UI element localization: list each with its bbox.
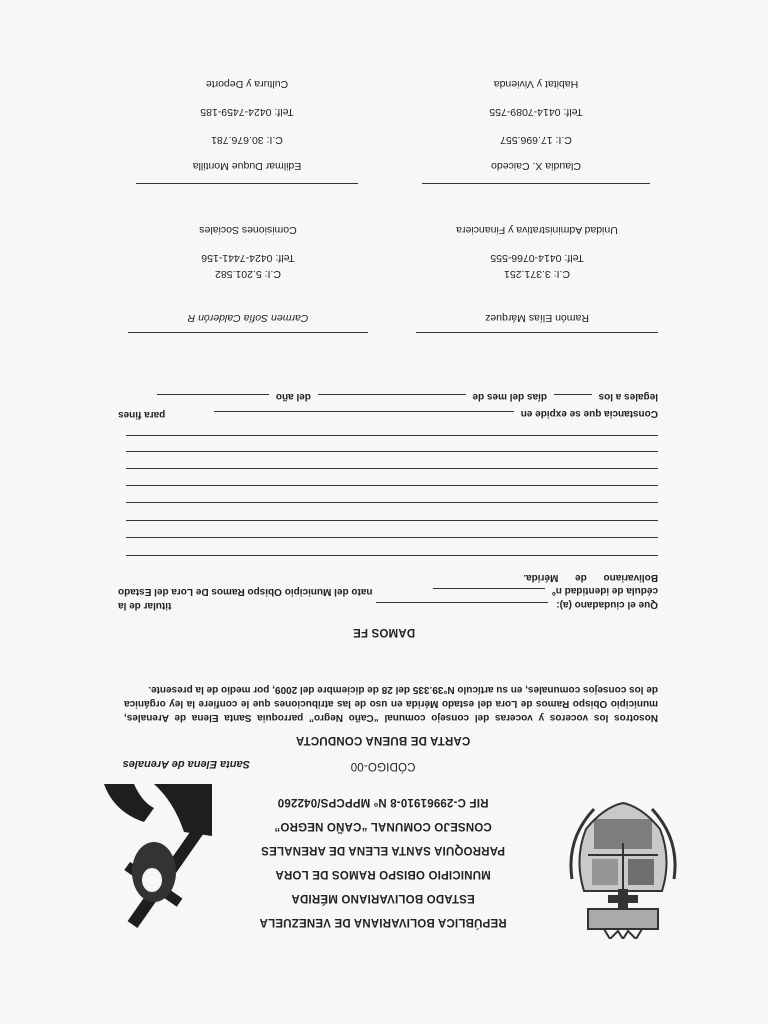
para-fines-label: para fines bbox=[118, 409, 166, 420]
place-field[interactable] bbox=[214, 411, 514, 421]
cedula-field[interactable] bbox=[433, 588, 545, 598]
signatory-role: Unidad Administrativa y Financiera bbox=[456, 224, 618, 236]
cert-line-2 bbox=[118, 584, 658, 598]
del-ano-label: del año bbox=[275, 391, 311, 402]
blank-line[interactable] bbox=[126, 520, 658, 521]
signatory-name: Edilmar Duque Montilla bbox=[192, 160, 302, 172]
cedula-label: cédula de identidad nº bbox=[552, 585, 658, 596]
signatory-block bbox=[416, 224, 658, 324]
damos-fe-heading: DAMOS FE bbox=[352, 626, 416, 638]
intro-paragraph: Nosotros los voceros y voceras del consejo comunal “Caño Negro” parroquia Santa Elena de Arenales, municipio Obispo Ramos de Lora del estado Mérida en uso de las atribuciones que le confiere la ley orgánica de los consejos comunales, en su artículo N°39.335 del 28 de diciembre del 2009, por medio de la presente. bbox=[124, 684, 658, 723]
signatory-block bbox=[422, 78, 650, 172]
header-line-1: REPÚBLICA BOLIVARIANA DE VENEZUELA bbox=[259, 916, 507, 928]
signature-line[interactable] bbox=[416, 332, 658, 333]
signatory-phone: Telf: 0424-7459-185 bbox=[200, 106, 294, 118]
year-field[interactable] bbox=[157, 394, 269, 404]
dias-label: días del mes de bbox=[472, 391, 547, 402]
signature-line[interactable] bbox=[136, 183, 358, 184]
cert-line-1 bbox=[118, 598, 658, 612]
month-field[interactable] bbox=[318, 394, 466, 404]
signatory-phone: Telf: 0414-7089-755 bbox=[489, 106, 583, 118]
titular-label: titular de la bbox=[118, 600, 172, 611]
document-code: CÓDIGO-00 bbox=[350, 760, 416, 772]
header-line-3: MUNICIPIO OBISPO RAMOS DE LORA bbox=[275, 868, 491, 880]
coat-of-arms-icon bbox=[564, 789, 682, 939]
constancia-label: Constancia que se expide en bbox=[520, 408, 658, 419]
bolivariano-label: Bolivariano de Mérida. bbox=[523, 572, 658, 583]
signatory-ci: C.I: 3.371.251 bbox=[504, 268, 570, 280]
header-line-4: PARROQUIA SANTA ELENA DE ARENALES bbox=[260, 844, 506, 856]
signatory-phone: Telf: 0414-0766-555 bbox=[490, 252, 584, 264]
header-line-6: RIF C-29961910-8 Nº MPPCPS/042260 bbox=[277, 796, 489, 808]
closing-line-2 bbox=[118, 390, 658, 404]
signatory-name: Ramón Elías Márquez bbox=[485, 312, 589, 324]
signatory-ci: C.I: 5.201.582 bbox=[215, 268, 281, 280]
virgin-cross-icon bbox=[102, 784, 214, 932]
signature-line[interactable] bbox=[128, 332, 368, 333]
signatory-block bbox=[136, 78, 358, 172]
closing-line-1 bbox=[118, 407, 658, 421]
document-title: CARTA DE BUENA CONDUCTA bbox=[295, 734, 471, 746]
signatory-role: Habitat y Vivienda bbox=[493, 78, 579, 90]
blank-line[interactable] bbox=[126, 451, 658, 452]
header-line-2: ESTADO BOLIVARIANO MÉRIDA bbox=[291, 892, 475, 904]
signatory-role: Cultura y Deporte bbox=[205, 78, 289, 90]
blank-line[interactable] bbox=[126, 485, 658, 486]
signatory-name: Claudia X. Caicedo bbox=[491, 160, 581, 172]
header-line-5: CONSEJO COMUNAL “CAÑO NEGRO” bbox=[274, 820, 492, 832]
legales-label: legales a los bbox=[598, 391, 658, 402]
letterhead bbox=[228, 784, 538, 928]
blank-line[interactable] bbox=[126, 468, 658, 469]
blank-line[interactable] bbox=[126, 502, 658, 503]
place-name: Santa Elena de Arenales bbox=[122, 758, 250, 770]
cert-line-3 bbox=[118, 570, 658, 584]
citizen-name-field[interactable] bbox=[376, 602, 548, 612]
signature-line[interactable] bbox=[422, 183, 650, 184]
signatory-ci: C.I: 30.676.781 bbox=[211, 134, 283, 146]
signatory-ci: C.I: 17.696.557 bbox=[500, 134, 572, 146]
signatory-name: Carmen Sofía Calderón R bbox=[187, 312, 309, 324]
nato-label: nato del Municipio Obispo Ramos De Lora del Estado bbox=[118, 586, 373, 597]
signatory-phone: Telf: 0424-7441-156 bbox=[201, 252, 295, 264]
day-field[interactable] bbox=[554, 394, 592, 404]
blank-line[interactable] bbox=[126, 435, 658, 436]
signatory-role: Comisiones Sociales bbox=[199, 224, 297, 236]
blank-line[interactable] bbox=[126, 537, 658, 538]
blank-line[interactable] bbox=[126, 555, 658, 556]
signatory-block bbox=[128, 224, 368, 324]
que-label: Que el ciudadano (a): bbox=[556, 599, 658, 610]
